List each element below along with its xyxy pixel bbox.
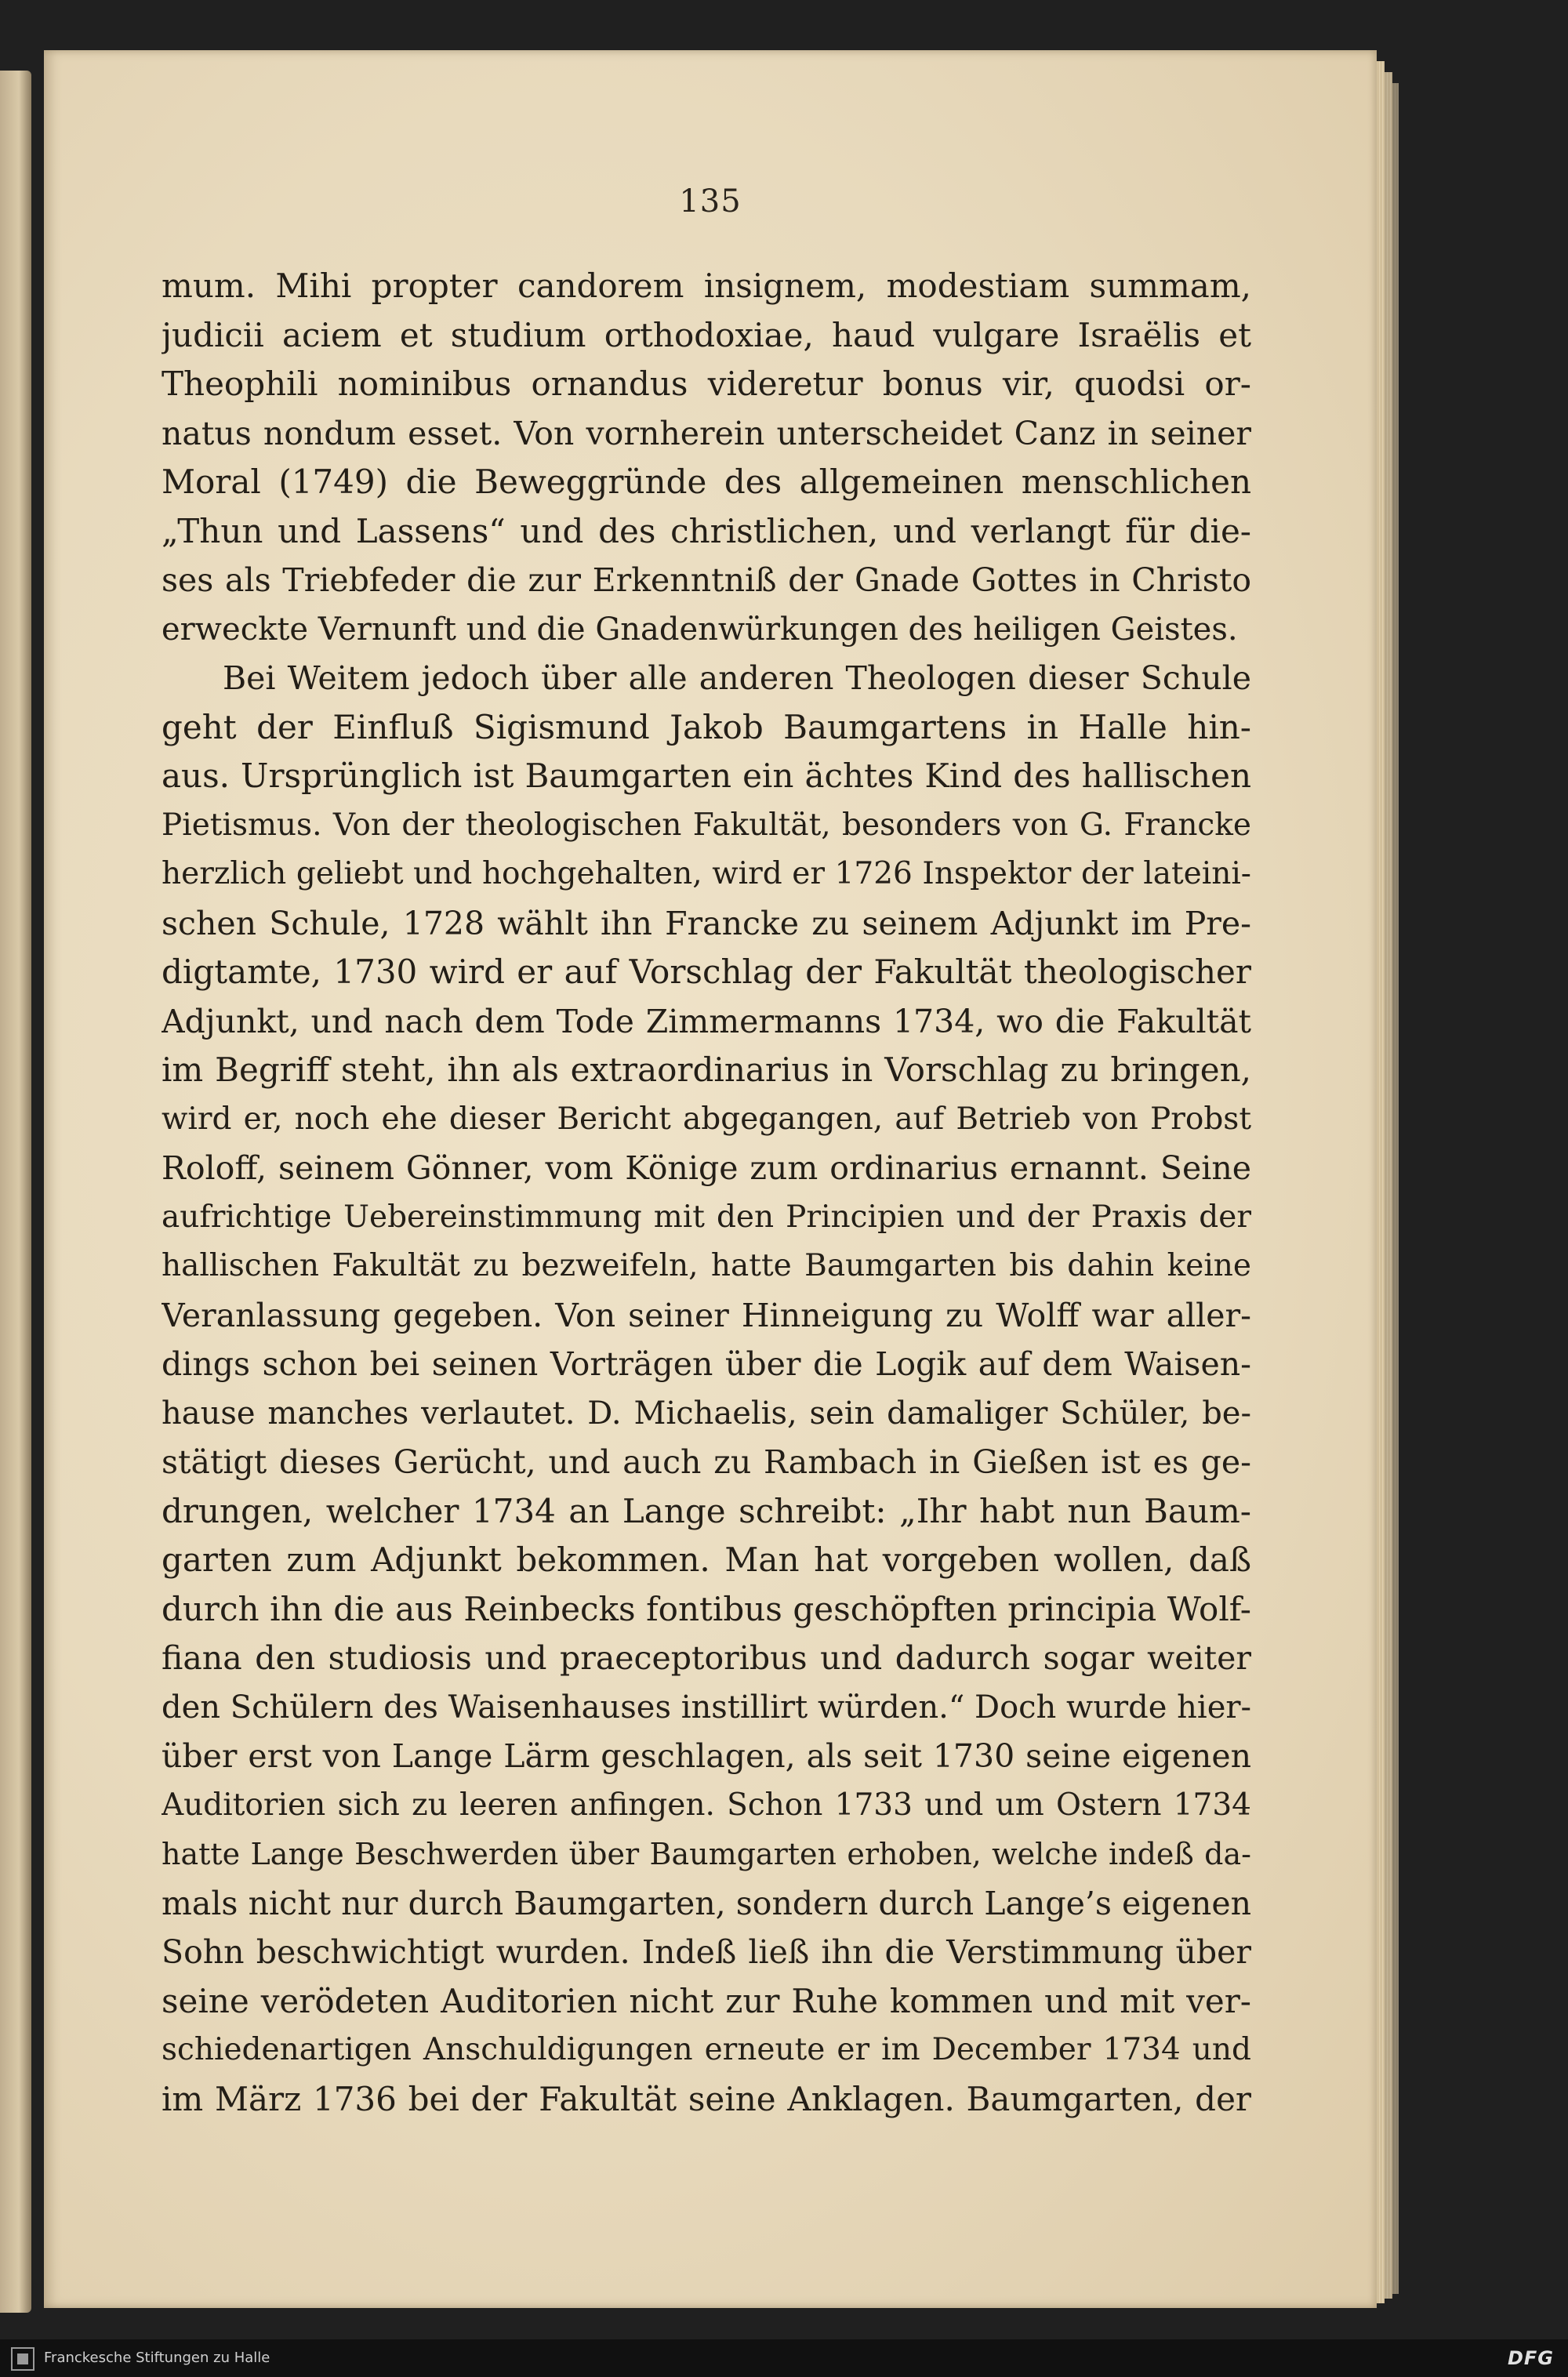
text-line: Roloff, seinem Gönner, vom Könige zum ordinarius ernannt. Seine	[162, 1149, 1251, 1187]
text-line: Theophili nominibus ornandus videretur bonus vir, quodsi or-	[162, 365, 1251, 403]
text-line: Pietismus. Von der theologischen Fakultät, besonders von G. Francke	[162, 807, 1251, 843]
text-line: digtamte, 1730 wird er auf Vorschlag der Fakultät theologischer	[162, 953, 1251, 991]
previous-page-edge	[0, 71, 31, 2313]
dfg-logo: DFG	[1507, 2347, 1554, 2369]
text-line: fiana den studiosis und praeceptoribus und dadurch sogar weiter	[162, 1639, 1251, 1677]
text-line: mum. Mihi propter candorem insignem, modestiam summam,	[162, 267, 1251, 305]
text-line: im März 1736 bei der Fakultät seine Anklagen. Baumgarten, der	[162, 2079, 1251, 2118]
text-line: drungen, welcher 1734 an Lange schreibt: „Ihr habt nun Baum-	[162, 1491, 1251, 1530]
text-line: im Begriff steht, ihn als extraordinarius in Vorschlag zu bringen,	[162, 1051, 1251, 1089]
text-line: dings schon bei seinen Vorträgen über die Logik auf dem Waisen-	[162, 1345, 1251, 1383]
page-stack-edge	[1377, 61, 1385, 2303]
text-line: wird er, noch ehe dieser Bericht abgegangen, auf Betrieb von Probst	[162, 1101, 1251, 1137]
text-line: garten zum Adjunkt bekommen. Man hat vorgeben wollen, daß	[162, 1541, 1251, 1579]
text-line: seine verödeten Auditorien nicht zur Ruhe kommen und mit ver-	[162, 1981, 1251, 2020]
text-line: ses als Triebfeder die zur Erkenntniß der Gnade Gottes in Christo	[162, 561, 1251, 599]
text-line: durch ihn die aus Reinbecks fontibus geschöpften principia Wolf-	[162, 1589, 1251, 1628]
text-line: erweckte Vernunft und die Gnadenwürkungen des heiligen Geistes.	[162, 611, 1238, 648]
text-line: schiedenartigen Anschuldigungen erneute er im December 1734 und	[162, 2032, 1251, 2067]
text-line: herzlich geliebt und hochgehalten, wird er 1726 Inspektor der lateini-	[162, 856, 1251, 891]
text-line: natus nondum esset. Von vornherein unterscheidet Canz in seiner	[162, 414, 1251, 452]
text-line: über erst von Lange Lärm geschlagen, als seit 1730 seine eigenen	[162, 1737, 1251, 1775]
text-line: stätigt dieses Gerücht, und auch zu Rambach in Gießen ist es ge-	[162, 1443, 1251, 1481]
paragraph-start-line: Bei Weitem jedoch über alle anderen Theologen dieser Schule	[223, 659, 1251, 697]
text-line: Sohn beschwichtigt wurden. Indeß ließ ihn die Verstimmung über	[162, 1933, 1251, 1971]
page-number: 135	[679, 183, 742, 220]
text-line: judicii aciem et studium orthodoxiae, haud vulgare Israëlis et	[162, 315, 1251, 354]
institution-logo-icon	[11, 2347, 34, 2371]
text-line: geht der Einfluß Sigismund Jakob Baumgartens in Halle hin-	[162, 707, 1251, 746]
text-line: Adjunkt, und nach dem Tode Zimmermanns 1734, wo die Fakultät	[162, 1002, 1251, 1040]
text-line: aus. Ursprünglich ist Baumgarten ein ächtes Kind des hallischen	[162, 757, 1251, 795]
text-line: „Thun und Lassens“ und des christlichen, und verlangt für die-	[162, 511, 1251, 550]
page-stack-edge	[1385, 72, 1392, 2299]
text-line: schen Schule, 1728 wählt ihn Francke zu seinem Adjunkt im Pre-	[162, 904, 1251, 942]
text-line: Veranlassung gegeben. Von seiner Hinneigung zu Wolff war aller-	[162, 1296, 1251, 1334]
page-stack-edge	[1392, 83, 1399, 2294]
text-line: den Schülern des Waisenhauses instillirt würden.“ Doch wurde hier-	[162, 1689, 1251, 1726]
institution-name: Franckesche Stiftungen zu Halle	[44, 2350, 270, 2366]
book-page	[44, 50, 1377, 2308]
body-text	[162, 262, 1251, 2124]
text-line: Auditorien sich zu leeren anfingen. Schon 1733 und um Ostern 1734	[162, 1787, 1251, 1823]
text-line: hause manches verlautet. D. Michaelis, sein damaliger Schüler, be-	[162, 1395, 1251, 1432]
text-line: hatte Lange Beschwerden über Baumgarten erhoben, welche indeß da-	[162, 1837, 1251, 1871]
text-line: mals nicht nur durch Baumgarten, sondern durch Lange’s eigenen	[162, 1884, 1251, 1922]
text-line: Moral (1749) die Beweggründe des allgemeinen menschlichen	[162, 463, 1251, 501]
text-line: aufrichtige Uebereinstimmung mit den Principien und der Praxis der	[162, 1199, 1251, 1235]
viewer-footer	[0, 2339, 1568, 2377]
text-line: hallischen Fakultät zu bezweifeln, hatte Baumgarten bis dahin keine	[162, 1248, 1251, 1283]
